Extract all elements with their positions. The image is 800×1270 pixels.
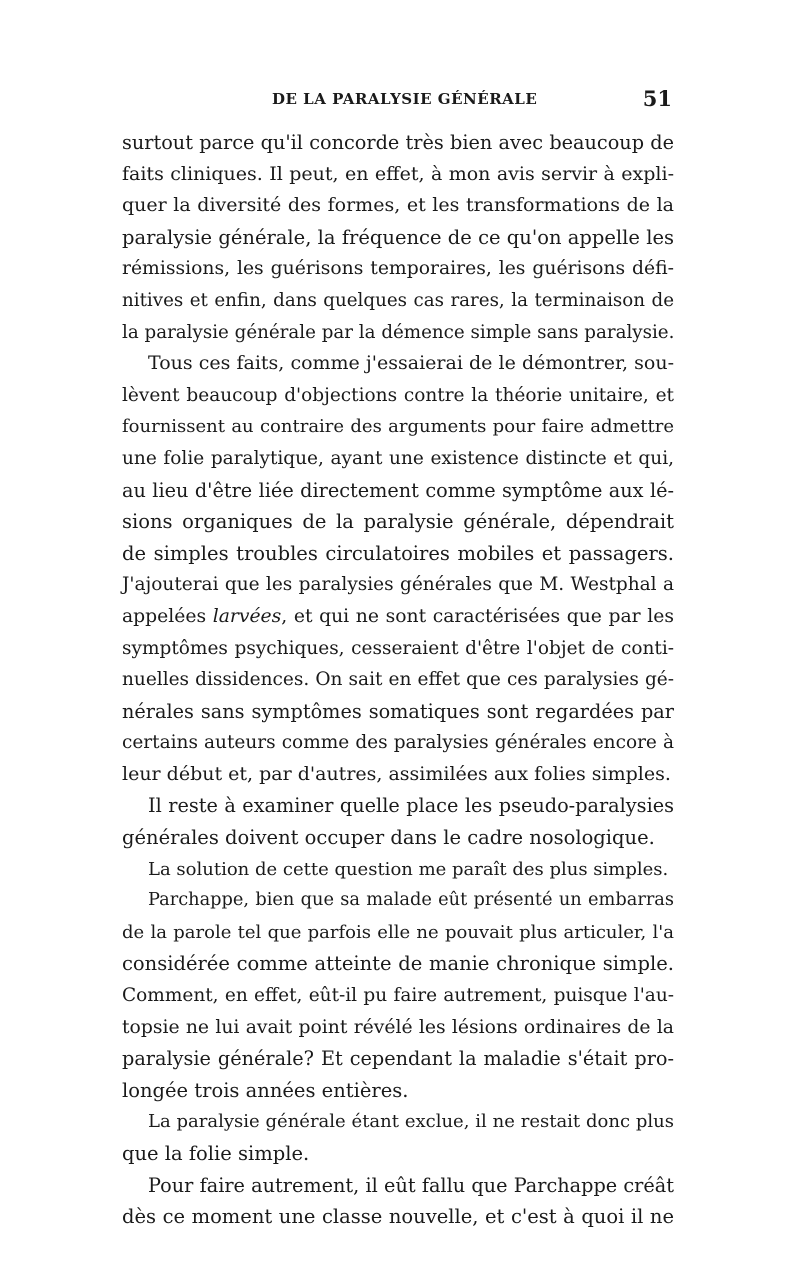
text-line: de simples troubles circulatoires mobiles et passagers. (122, 541, 674, 565)
text-line: une folie paralytique, ayant une existence distincte et qui, (122, 447, 674, 469)
text-line: La paralysie générale étant exclue, il ne restait donc plus (148, 1111, 674, 1133)
text-line: quer la diversité des formes, et les transformations de la (122, 194, 674, 217)
text-line: paralysie générale? Et cependant la maladie s'était pro- (122, 1047, 674, 1071)
text-line: lèvent beaucoup d'objections contre la théorie unitaire, et (122, 384, 674, 406)
italic-term: larvées (212, 605, 282, 627)
paragraph (122, 885, 674, 1106)
text-line: Parchappe, bien que sa malade eût présenté un embarras (148, 890, 674, 911)
text-line: longée trois années entières. (122, 1078, 409, 1102)
text-line: Il reste à examiner quelle place les pseudo-paralysies (148, 794, 674, 818)
paragraph (122, 854, 674, 886)
text-line: rémissions, les guérisons temporaires, les guérisons défi- (122, 258, 674, 280)
text-line: certains auteurs comme des paralysies générales encore à (122, 732, 674, 754)
text-line: appelées larvées, et qui ne sont caractérisées que par les (122, 605, 674, 627)
text-line: dès ce moment une classe nouvelle, et c'est à quoi il ne (122, 1205, 674, 1229)
text-line: nuelles dissidences. On sait en effet que ces paralysies gé- (122, 669, 674, 691)
paragraph (122, 790, 674, 853)
text-line: considérée comme atteinte de manie chronique simple. (122, 952, 674, 976)
text-line: topsie ne lui avait point révélé les lésions ordinaires de la (122, 1016, 674, 1038)
paragraph (122, 348, 674, 790)
text-line: nérales sans symptômes somatiques sont regardées par (122, 699, 674, 723)
text-line: surtout parce qu'il concorde très bien avec beaucoup de (122, 131, 674, 154)
text-line: paralysie générale, la fréquence de ce qu'on appelle les (122, 225, 674, 249)
running-head (122, 86, 682, 116)
text-line: Pour faire autrement, il eût fallu que Parchappe créât (148, 1173, 674, 1197)
body-text (122, 127, 674, 1233)
text-line: J'ajouterai que les paralysies générales que M. Westphal a (122, 574, 674, 596)
text-line: que la folie simple. (122, 1142, 310, 1165)
paragraph (122, 1106, 674, 1169)
text-line: symptômes psychiques, cesseraient d'être l'objet de conti- (122, 637, 674, 659)
text-line: de la parole tel que parfois elle ne pouvait plus articuler, l'a (122, 921, 674, 943)
text-line: leur début et, par d'autres, assimilées aux folies simples. (122, 762, 671, 785)
text-line: générales doivent occuper dans le cadre nosologique. (122, 826, 655, 850)
text-line: nitives et enfin, dans quelques cas rares, la terminaison de (122, 289, 674, 311)
text-line: sions organiques de la paralysie générale, dépendrait (122, 510, 674, 534)
paragraph (122, 127, 674, 348)
page-number: 51 (642, 86, 672, 111)
text-line: Comment, en effet, eût-il pu faire autrement, puisque l'au- (122, 985, 674, 1007)
text-line: faits cliniques. Il peut, en effet, à mon avis servir à expli- (122, 162, 674, 185)
text-line: la paralysie générale par la démence simple sans paralysie. (122, 321, 675, 343)
text-line: Tous ces faits, comme j'essaierai de le démontrer, sou- (148, 352, 674, 375)
text-line: La solution de cette question me paraît des plus simples. (148, 858, 669, 880)
paragraph (122, 1170, 674, 1233)
text-line: fournissent au contraire des arguments pour faire admettre (122, 416, 674, 438)
running-title: DE LA PARALYSIE GÉNÉRALE (272, 90, 538, 108)
text-line: au lieu d'être liée directement comme symptôme aux lé- (122, 478, 674, 502)
